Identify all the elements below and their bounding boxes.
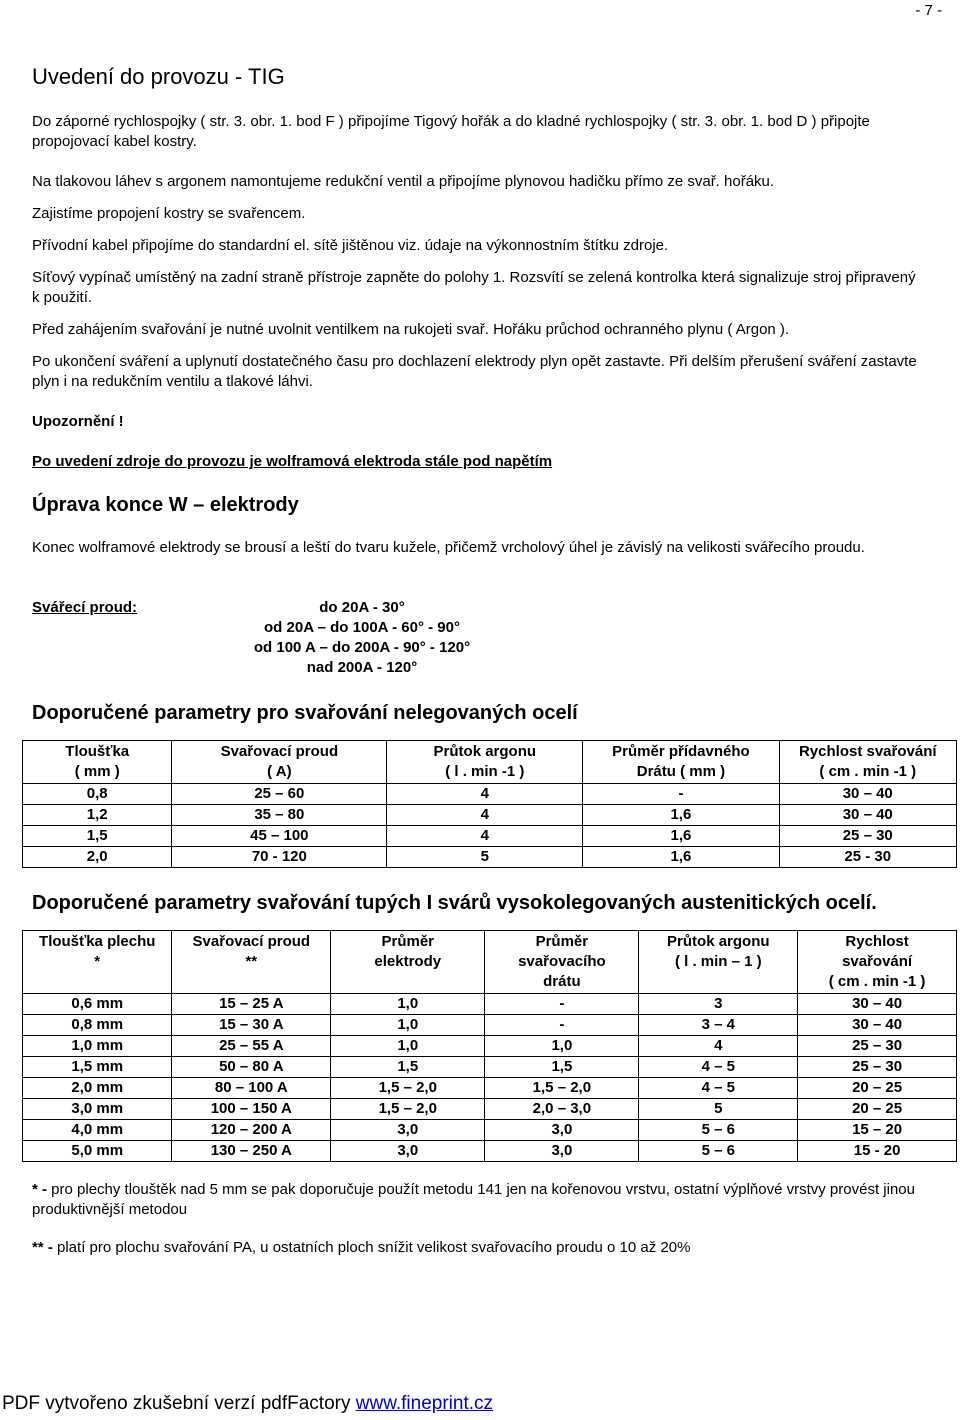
table-header-row xyxy=(23,931,957,994)
table-cell: 3,0 xyxy=(485,1141,639,1162)
table-cell: 35 – 80 xyxy=(172,805,387,826)
table-cell: 20 – 25 xyxy=(798,1099,957,1120)
paragraph-5: Síťový vypínač umístěný na zadní straně přístroje zapněte do polohy 1. Rozsvítí se zelená kontrolka která signalizuje stroj připravený k použití. xyxy=(32,269,916,306)
header-line: Rychlost svařování xyxy=(798,743,937,760)
table-cell: 1,6 xyxy=(583,805,779,826)
footer xyxy=(2,1393,493,1415)
table-cell: 15 – 30 A xyxy=(172,1015,331,1036)
header-line: drátu xyxy=(543,973,581,990)
table-cell: 25 – 55 A xyxy=(172,1036,331,1057)
header-line: Průměr xyxy=(381,933,435,950)
section-electrode-text: Konec wolframové elektrody se brousí a leští do tvaru kužele, přičemž vrcholový úhel je závislý na velikosti svářecího proudu. xyxy=(32,539,865,556)
table-cell: 1,0 xyxy=(331,994,485,1015)
table-cell: 120 – 200 A xyxy=(172,1120,331,1141)
header-line: Průtok argonu xyxy=(433,743,537,760)
table-header-cell xyxy=(172,931,331,994)
table-row xyxy=(23,847,957,868)
table-cell: 15 - 20 xyxy=(798,1141,957,1162)
table-cell: 4 – 5 xyxy=(639,1078,798,1099)
table-cell: 2,0 mm xyxy=(23,1078,172,1099)
current-angle-line: nad 200A - 120° xyxy=(306,659,418,676)
table-cell: 0,8 xyxy=(23,784,172,805)
footer-text: PDF vytvořeno zkušební verzí pdfFactory xyxy=(2,1393,356,1414)
table-row xyxy=(23,1078,957,1099)
table-header-cell xyxy=(779,741,957,784)
table-header-cell xyxy=(639,931,798,994)
section-electrode-title: Úprava konce W – elektrody xyxy=(32,494,299,516)
table-cell: 1,6 xyxy=(583,826,779,847)
table-row xyxy=(23,1015,957,1036)
paragraph-2: Na tlakovou láhev s argonem namontujeme redukční ventil a připojíme plynovou hadičku přímo ze svař. hořáku. xyxy=(32,173,775,190)
paragraph-3: Zajistíme propojení kostry se svařencem. xyxy=(32,205,306,222)
note-2-text: platí pro plochu svařování PA, u ostatních ploch snížit velikost svařovacího proudu o 10 až 20% xyxy=(52,1239,691,1256)
note-1-mark: * - xyxy=(32,1181,47,1198)
table-cell: 100 – 150 A xyxy=(172,1099,331,1120)
header-line: Tloušťka xyxy=(65,743,130,760)
table-cell: 3,0 xyxy=(485,1120,639,1141)
welding-current-block xyxy=(32,598,927,678)
table-cell: 25 – 30 xyxy=(798,1036,957,1057)
table-cell: 30 – 40 xyxy=(779,805,957,826)
table-cell: 5 – 6 xyxy=(639,1141,798,1162)
table-nonalloy-params xyxy=(22,740,957,868)
header-line: Průtok argonu xyxy=(667,933,770,950)
table-row xyxy=(23,994,957,1015)
table-cell: - xyxy=(485,994,639,1015)
table-header-cell xyxy=(583,741,779,784)
table-cell: 30 – 40 xyxy=(798,1015,957,1036)
table-cell: 5,0 mm xyxy=(23,1141,172,1162)
header-line: svařování xyxy=(842,953,913,970)
table-cell: 4 xyxy=(387,784,583,805)
table-cell: 30 – 40 xyxy=(798,994,957,1015)
page-number: - 7 - xyxy=(915,2,942,19)
table-cell: 2,0 – 3,0 xyxy=(485,1099,639,1120)
table-row xyxy=(23,805,957,826)
welding-current-label: Svářecí proud: xyxy=(32,599,138,616)
header-line: ( mm ) xyxy=(74,763,120,780)
table-cell: 130 – 250 A xyxy=(172,1141,331,1162)
header-line: ( l . min -1 ) xyxy=(445,763,525,780)
table-row xyxy=(23,826,957,847)
header-line: elektrody xyxy=(374,953,442,970)
table-header-cell xyxy=(485,931,639,994)
note-2-mark: ** - xyxy=(32,1239,53,1256)
table-row xyxy=(23,1099,957,1120)
table-header-row xyxy=(23,741,957,784)
table-cell: 5 – 6 xyxy=(639,1120,798,1141)
table-cell: 4,0 mm xyxy=(23,1120,172,1141)
table-cell: 45 – 100 xyxy=(172,826,387,847)
header-line: ( A) xyxy=(267,763,292,780)
warning-text: Po uvedení zdroje do provozu je wolframová elektroda stále pod napětím xyxy=(32,453,553,470)
paragraph-4: Přívodní kabel připojíme do standardní el. sítě jištěnou viz. údaje na výkonnostním štítku zdroje. xyxy=(32,237,669,254)
table-row xyxy=(23,784,957,805)
table-cell: 3 xyxy=(639,994,798,1015)
table-row xyxy=(23,1036,957,1057)
table-header-cell xyxy=(23,931,172,994)
table-cell: 25 – 30 xyxy=(798,1057,957,1078)
header-line: Průměr přídavného xyxy=(612,743,750,760)
table2-title: Doporučené parametry svařování tupých I svárů vysokolegovaných austenitických ocelí. xyxy=(32,892,877,914)
table-header-cell xyxy=(23,741,172,784)
table-header-cell xyxy=(172,741,387,784)
table-cell: 3,0 xyxy=(331,1141,485,1162)
table-cell: 1,0 xyxy=(331,1015,485,1036)
current-angle-line: do 20A - 30° xyxy=(319,599,405,616)
note-1 xyxy=(32,1180,927,1220)
table-cell: 25 – 60 xyxy=(172,784,387,805)
table-row xyxy=(23,1057,957,1078)
table-cell: 1,6 xyxy=(583,847,779,868)
table-cell: 25 - 30 xyxy=(779,847,957,868)
table-row xyxy=(23,1120,957,1141)
table-cell: 70 - 120 xyxy=(172,847,387,868)
page-title: Uvedení do provozu - TIG xyxy=(32,64,285,89)
table-cell: 1,5 mm xyxy=(23,1057,172,1078)
header-line: Průměr xyxy=(535,933,589,950)
table-cell: - xyxy=(485,1015,639,1036)
table-cell: 15 – 25 A xyxy=(172,994,331,1015)
table-cell: 1,0 mm xyxy=(23,1036,172,1057)
header-line: Svařovací proud xyxy=(192,933,311,950)
paragraph-6: Před zahájením svařování je nutné uvolnit ventilkem na rukojeti svař. Hořáku průchod ochranného plynu ( Argon ). xyxy=(32,321,790,338)
table-cell: 2,0 xyxy=(23,847,172,868)
table-cell: - xyxy=(583,784,779,805)
table-cell: 1,0 xyxy=(485,1036,639,1057)
table-cell: 1,2 xyxy=(23,805,172,826)
header-line: * xyxy=(94,953,101,970)
table-cell: 4 xyxy=(387,805,583,826)
table-austenitic-params xyxy=(22,930,957,1162)
paragraph-1: Do záporné rychlospojky ( str. 3. obr. 1. bod F ) připojíme Tigový hořák a do kladné rychlospojky ( str. 3. obr. 1. bod D ) připojte propojovací kabel kostry. xyxy=(32,113,870,150)
warning-label: Upozornění ! xyxy=(32,413,124,430)
table-cell: 30 – 40 xyxy=(779,784,957,805)
header-line: Svařovací proud xyxy=(220,743,339,760)
table1-title: Doporučené parametry pro svařování nelegovaných ocelí xyxy=(32,702,578,724)
header-line: Rychlost xyxy=(845,933,909,950)
table-cell: 4 xyxy=(639,1036,798,1057)
table-cell: 1,5 xyxy=(23,826,172,847)
table-cell: 80 – 100 A xyxy=(172,1078,331,1099)
note-1-text: pro plechy tlouštěk nad 5 mm se pak doporučuje použít metodu 141 jen na kořenovou vrstvu, ostatní výplňové vrstvy provést jinou produktivnější metodou xyxy=(32,1181,915,1218)
table-cell: 5 xyxy=(639,1099,798,1120)
table-cell: 5 xyxy=(387,847,583,868)
table-header-cell xyxy=(798,931,957,994)
paragraph-7: Po ukončení sváření a uplynutí dostatečného času pro dochlazení elektrody plyn opět zastavte. Při delším přerušení sváření zastavte plyn i na redukčním ventilu a tlakové láhvi. xyxy=(32,353,917,390)
table-cell: 3,0 mm xyxy=(23,1099,172,1120)
table-cell: 50 – 80 A xyxy=(172,1057,331,1078)
table-cell: 4 – 5 xyxy=(639,1057,798,1078)
header-line: ( l . min – 1 ) xyxy=(674,953,762,970)
table-cell: 20 – 25 xyxy=(798,1078,957,1099)
table-cell: 0,8 mm xyxy=(23,1015,172,1036)
header-line: Drátu ( mm ) xyxy=(636,763,726,780)
table-cell: 1,5 – 2,0 xyxy=(331,1099,485,1120)
footer-link[interactable]: www.fineprint.cz xyxy=(355,1393,494,1414)
document-body xyxy=(32,62,937,1258)
table-cell: 1,5 xyxy=(331,1057,485,1078)
header-line: Tloušťka plechu xyxy=(39,933,156,950)
table-cell: 1,5 – 2,0 xyxy=(331,1078,485,1099)
table-cell: 1,0 xyxy=(331,1036,485,1057)
table-cell: 1,5 – 2,0 xyxy=(485,1078,639,1099)
note-2 xyxy=(32,1238,927,1258)
header-line: svařovacího xyxy=(518,953,606,970)
header-line: ( cm . min -1 ) xyxy=(828,973,926,990)
table-header-cell xyxy=(331,931,485,994)
current-angle-line: od 20A – do 100A - 60° - 90° xyxy=(264,619,460,636)
table-cell: 4 xyxy=(387,826,583,847)
table-header-cell xyxy=(387,741,583,784)
table-cell: 3 – 4 xyxy=(639,1015,798,1036)
table-cell: 1,5 xyxy=(485,1057,639,1078)
header-line: ** xyxy=(245,953,258,970)
table-row xyxy=(23,1141,957,1162)
table-cell: 3,0 xyxy=(331,1120,485,1141)
header-line: ( cm . min -1 ) xyxy=(819,763,917,780)
current-angle-line: od 100 A – do 200A - 90° - 120° xyxy=(253,639,471,656)
table-cell: 0,6 mm xyxy=(23,994,172,1015)
table-cell: 25 – 30 xyxy=(779,826,957,847)
table-cell: 15 – 20 xyxy=(798,1120,957,1141)
